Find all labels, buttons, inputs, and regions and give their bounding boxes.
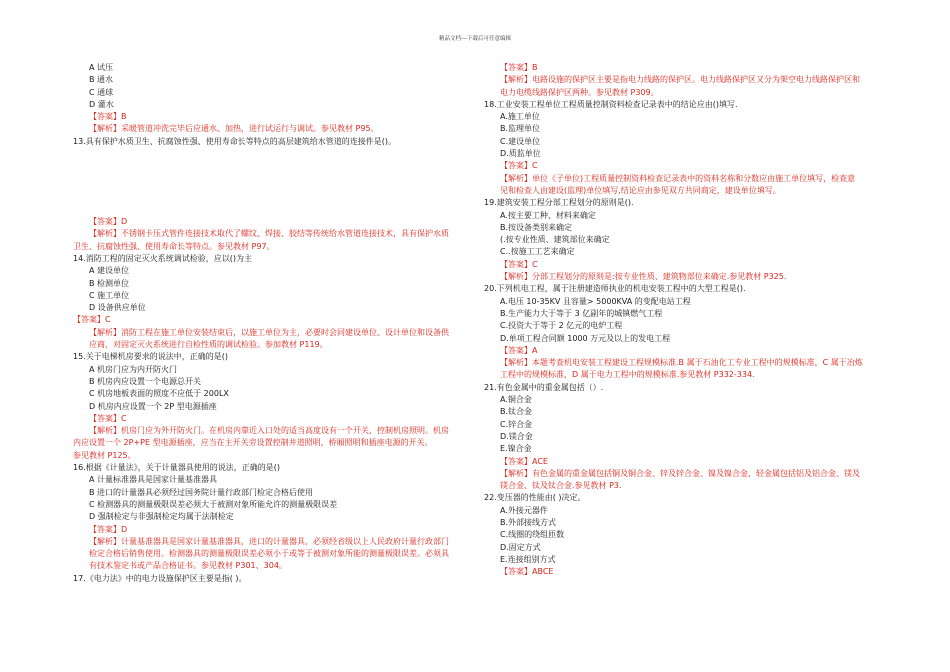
answer-label: 【答案】C <box>89 413 127 423</box>
answer-label: 【答案】D <box>89 217 128 227</box>
option-item: A 机房门应为内开防火门 <box>89 364 178 374</box>
question-text: 16.根据《计量法》，关于计量器具使用的说法，正确的是() <box>73 463 280 473</box>
analysis-text: 检定合格后销售使用。检测器具的测量极限误差必须小于或等于被测对象所能的测量极限误差。必须具 <box>89 549 449 559</box>
analysis-text: 镁合金、钛及钛合金.参见教材 P3. <box>500 481 622 491</box>
analysis-text: 工程中的规模标准，D 属于电力工程中的规模标准.参见教材 P332-334. <box>500 370 755 380</box>
option-item: C..按施工工艺来确定 <box>500 247 575 257</box>
option-item: C.建设单位 <box>500 136 541 146</box>
analysis-text: 【解析】分部工程划分的原则是:按专业性质、建筑物部位来确定.参见教材 P325. <box>500 272 787 282</box>
question-text: 14.消防工程的固定灭火系统调试检验，应以()为主 <box>73 253 252 263</box>
option-item: E.镍合金 <box>500 444 532 454</box>
answer-label: 【答案】B <box>500 63 538 72</box>
option-item: D.镁合金 <box>500 431 533 441</box>
option-item: D 强制检定与非强制检定均属于法制检定 <box>89 512 234 522</box>
option-item: A.施工单位 <box>500 112 540 122</box>
option-item: D 设备供应单位 <box>89 303 146 313</box>
option-item: C 检测器具的测量极限误差必须大于被测对象所能允许的测量极限误差 <box>89 499 338 509</box>
question-text: 18.工业安装工程单位工程质量控制资料检查记录表中的结论应由()填写. <box>484 99 738 109</box>
option-item: C.投资大于等于 2 亿元的电炉工程 <box>500 321 623 331</box>
analysis-text: 【解析】不锈钢卡压式管件连接技术取代了螺纹、焊接、胶结等传统给水管道连接技术，具有保护水质 <box>89 229 449 239</box>
analysis-text: 【解析】消防工程在施工单位安装结束后，以施工单位为主，必要时会同建设单位、设计单位和设备供 <box>89 327 449 337</box>
analysis-text: 应商，对固定灭火系统进行自检性质的调试检验。参加教材 P119。 <box>89 340 328 350</box>
analysis-text: 【解析】有色金属的重金属包括铜及铜合金、锌及锌合金、镍及镍合金，轻金属包括铝及铝合金、镁及 <box>500 468 860 478</box>
option-item: D 机房内应设置一个 2P 型电源插座 <box>89 401 217 411</box>
analysis-text: 【解析】单位《子单位)工程质量控制资料检查记录表中的资料名称和分数应由施工单位填写，检查意 <box>500 173 856 183</box>
right-column <box>484 62 884 578</box>
question-text: 15.关于电梯机房要求的说法中，正确的是() <box>73 352 228 362</box>
question-text: 20.下列机电工程，属于注册建造师执业的机电安装工程中的大型工程是(). <box>484 284 746 294</box>
option-item: E.连接组别方式 <box>500 554 556 564</box>
question-text: 19.建筑安装工程分部工程划分的原则是(). <box>484 198 634 208</box>
analysis-text: 【解析】计量基准器具是国家计量基准器具，进口的计量器具，必须经省级以上人民政府计量行政部门 <box>89 536 449 546</box>
option-item: B.外部接线方式 <box>500 517 557 527</box>
question-text: 21.有色金属中的重金属包括（）. <box>484 382 604 392</box>
answer-label: 【答案】ACE <box>500 456 548 466</box>
analysis-text: 【解析】机房门应为外开防火门。在机房内靠近入口处的适当高度设有一个开关，控制机房照明。机房 <box>89 426 449 436</box>
analysis-text: 【解析】本题考查机电安装工程建设工程规模标准.B 属于石油化工专业工程中的规模标准，C 属于冶炼 <box>500 358 863 368</box>
question-text: 13.具有保护水质卫生、抗腐蚀性强、使用寿命长等特点的高层建筑给水管道的连接件是()。 <box>73 136 396 146</box>
answer-label: 【答案】A <box>500 345 538 355</box>
option-item: B 进口的计量器具必须经过国务院计量行政部门检定合格后使用 <box>89 487 314 497</box>
option-item: B 机房内应设置一个电源总开关 <box>89 376 202 386</box>
option-item: D.质监单位 <box>500 149 541 159</box>
question-text: 22.变压器的性能由( )决定。 <box>484 493 586 503</box>
option-item: A.铜合金 <box>500 395 532 405</box>
option-item: A 建设单位 <box>89 266 130 276</box>
analysis-text: 卫生、抗腐蚀性强、使用寿命长等特点。参见教材 P97。 <box>73 241 275 251</box>
question-text: 17.《电力法》中的电力设施保护区主要是指( )。 <box>73 573 247 583</box>
option-item: (.按专业性质、建筑部位来确定 <box>500 235 610 245</box>
analysis-text: 【解析】电路设施的保护区主要是指电力线路的保护区。电力线路保护区又分为架空电力线路保护区和 <box>500 75 860 85</box>
answer-label: 【答案】C <box>500 259 538 269</box>
option-item: C 机房地板表面的照度不应低于 200LX <box>89 389 229 399</box>
option-item: B.生产能力大于等于 3 亿副年的城镇燃气工程 <box>500 308 663 318</box>
option-item: A.电压 10-35KV 且容量> 5000KVA 的变配电站工程 <box>500 296 691 306</box>
option-item: A.外接元器件 <box>500 505 548 515</box>
option-item: D.固定方式 <box>500 542 541 552</box>
analysis-text: 有技术鉴定书或产品合格证书。参见教材 P301、304。 <box>89 561 287 571</box>
option-item: D.单项工程合同额 1000 万元及以上的发电工程 <box>500 333 671 343</box>
option-item: C 施工单位 <box>89 290 130 300</box>
answer-label: 【答案】C <box>500 161 538 171</box>
option-item: A 计量标准器具是国家计量基准器具 <box>89 475 218 485</box>
option-item: C.线圈的绕组匝数 <box>500 530 565 540</box>
option-item: C.锌合金 <box>500 419 533 429</box>
analysis-text: 见和检查人由建设(监理)单位填写,结论应由参见双方共同商定，建设单位填写。 <box>500 185 781 195</box>
analysis-text: 内应设置一个 2P+PE 型电源插座，应当在主开关旁设置控制井道照明，桥厢照明和插座电源的开关。 <box>73 438 433 448</box>
option-item: B.按设备类别来确定 <box>500 222 573 232</box>
answer-label: 【答案】C <box>73 315 111 325</box>
blank-space <box>73 148 468 216</box>
answer-label: 【答案】B <box>89 112 127 122</box>
option-item: A 试压 <box>89 63 114 72</box>
option-item: B.钛合金 <box>500 407 533 417</box>
option-item: C 通球 <box>89 87 114 97</box>
option-item: A.按主要工种、材料来确定 <box>500 210 596 220</box>
option-item: B.监理单位 <box>500 124 541 134</box>
left-column <box>73 62 468 585</box>
page-header: 精品文档---下载后可任意编辑 <box>439 36 511 42</box>
analysis-text: 参见教材 P125。 <box>73 450 136 460</box>
option-item: D 灌水 <box>89 99 114 109</box>
answer-label: 【答案】D <box>89 524 128 534</box>
answer-label: 【答案】ABCE <box>500 567 554 577</box>
option-item: B 检测单位 <box>89 278 130 288</box>
option-item: B 通水 <box>89 75 114 85</box>
analysis-text: 电力电缆线路保护区两种。参见教材 P309。 <box>500 87 659 97</box>
analysis-text: 【解析】采暖管道冲洗完毕后应通水、加热，进行试运行与调试。参见教材 P95。 <box>89 124 379 134</box>
